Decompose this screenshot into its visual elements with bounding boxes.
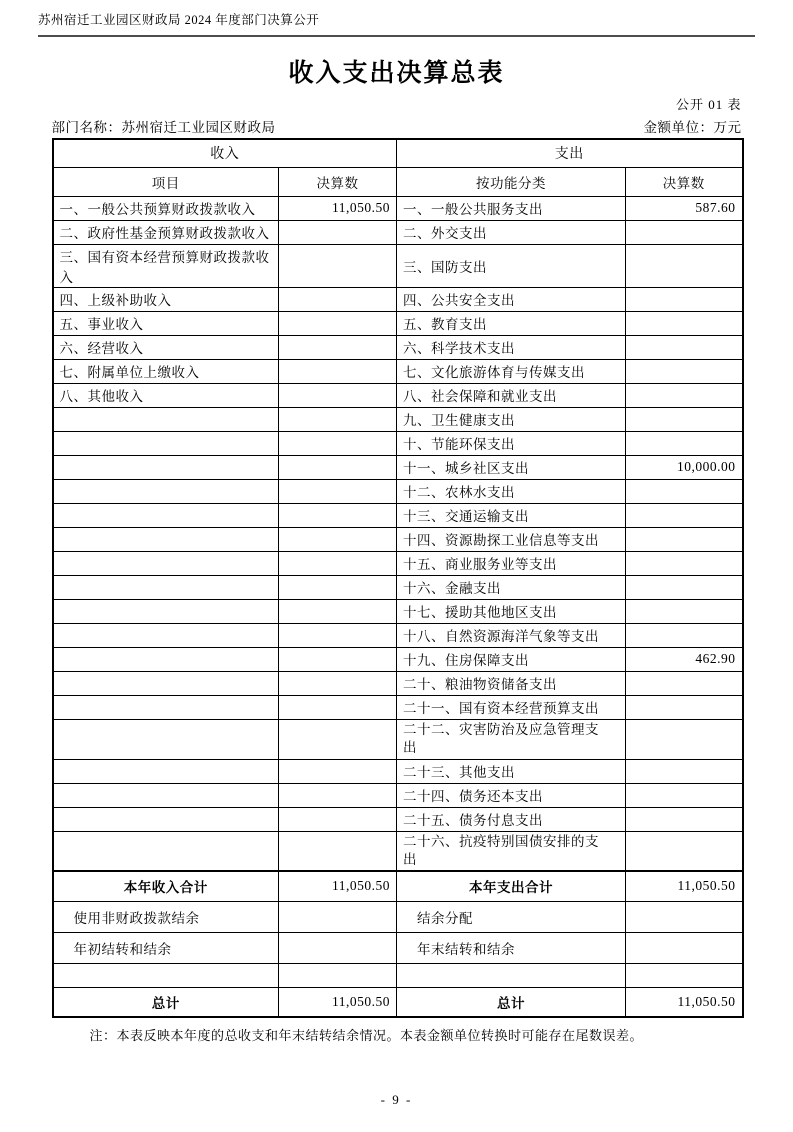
income-item-cell: 总计 [53, 987, 279, 1017]
table-row [53, 311, 743, 335]
expense-amount-cell [626, 431, 743, 455]
income-item-cell [53, 963, 279, 987]
income-item-cell: 五、事业收入 [53, 311, 279, 335]
expense-item-cell: 二十、粮油物资储备支出 [397, 671, 626, 695]
expense-item-cell: 十八、自然资源海洋气象等支出 [397, 623, 626, 647]
income-item-cell [53, 695, 279, 719]
expense-amount-cell [626, 671, 743, 695]
table-row [53, 783, 743, 807]
income-item-cell: 八、其他收入 [53, 383, 279, 407]
expense-item-cell: 十一、城乡社区支出 [397, 455, 626, 479]
expense-item-cell: 二十四、债务还本支出 [397, 783, 626, 807]
income-amount-cell [279, 455, 397, 479]
table-row [53, 987, 743, 1017]
income-item-cell [53, 527, 279, 551]
expense-item-cell: 四、公共安全支出 [397, 287, 626, 311]
expense-item-cell: 八、社会保障和就业支出 [397, 383, 626, 407]
expense-amount-cell [626, 759, 743, 783]
table-row [53, 431, 743, 455]
income-item-cell [53, 759, 279, 783]
table-row [53, 359, 743, 383]
income-amount-cell [279, 623, 397, 647]
income-amount-cell [279, 551, 397, 575]
expense-item-cell: 年末结转和结余 [397, 932, 626, 963]
expense-amount-cell [626, 359, 743, 383]
table-row [53, 551, 743, 575]
expense-amount-cell: 587.60 [626, 196, 743, 220]
expense-item-cell: 九、卫生健康支出 [397, 407, 626, 431]
income-amount-cell [279, 647, 397, 671]
income-item-cell: 三、国有资本经营预算财政拨款收入 [53, 244, 279, 287]
income-amount-cell [279, 671, 397, 695]
income-item-cell: 六、经营收入 [53, 335, 279, 359]
expense-item-cell: 七、文化旅游体育与传媒支出 [397, 359, 626, 383]
income-amount-cell [279, 831, 397, 871]
income-item-cell [53, 647, 279, 671]
table-row [53, 455, 743, 479]
table-row [53, 527, 743, 551]
expense-amount-cell [626, 220, 743, 244]
amount-unit: 金额单位：万元 [643, 120, 742, 135]
column-header-row [53, 167, 743, 196]
table-row [53, 244, 743, 287]
table-row [53, 287, 743, 311]
expense-item-cell: 总计 [397, 987, 626, 1017]
income-item-cell: 一、一般公共预算财政拨款收入 [53, 196, 279, 220]
expense-item-cell: 五、教育支出 [397, 311, 626, 335]
table-row [53, 807, 743, 831]
expense-item-cell: 十、节能环保支出 [397, 431, 626, 455]
table-row [53, 871, 743, 901]
income-item-cell [53, 575, 279, 599]
col-header-income-amount: 决算数 [279, 167, 397, 196]
col-header-expense-amount: 决算数 [626, 167, 743, 196]
income-amount-cell [279, 719, 397, 759]
expense-item-cell: 二、外交支出 [397, 220, 626, 244]
expense-item-cell [397, 963, 626, 987]
income-item-cell [53, 503, 279, 527]
income-item-cell [53, 783, 279, 807]
income-amount-cell [279, 220, 397, 244]
expense-item-cell: 六、科学技术支出 [397, 335, 626, 359]
income-item-cell [53, 431, 279, 455]
income-item-cell [53, 807, 279, 831]
table-row [53, 759, 743, 783]
expense-item-cell: 二十二、灾害防治及应急管理支出 [397, 719, 626, 759]
income-amount-cell [279, 335, 397, 359]
section-header-row [53, 139, 743, 167]
expense-item-cell: 本年支出合计 [397, 871, 626, 901]
expense-amount-cell [626, 311, 743, 335]
income-amount-cell [279, 407, 397, 431]
expense-amount-cell [626, 551, 743, 575]
income-amount-cell [279, 807, 397, 831]
expense-amount-cell [626, 383, 743, 407]
income-amount-cell [279, 932, 397, 963]
expense-amount-cell [626, 503, 743, 527]
table-row [53, 719, 743, 759]
expense-amount-cell [626, 901, 743, 932]
income-amount-cell [279, 527, 397, 551]
income-item-cell [53, 671, 279, 695]
table-note: 注：本表反映本年度的总收支和年末结转结余情况。本表金额单位转换时可能存在尾数误差。 [89, 1028, 644, 1043]
income-amount-cell [279, 244, 397, 287]
expense-item-cell: 三、国防支出 [397, 244, 626, 287]
income-amount-cell: 11,050.50 [279, 871, 397, 901]
col-header-income-item: 项目 [53, 167, 279, 196]
expense-amount-cell [626, 932, 743, 963]
income-item-cell: 年初结转和结余 [53, 932, 279, 963]
expense-item-cell: 二十五、债务付息支出 [397, 807, 626, 831]
expense-item-cell: 十五、商业服务业等支出 [397, 551, 626, 575]
col-header-expense-item: 按功能分类 [397, 167, 626, 196]
table-row [53, 623, 743, 647]
table-row [53, 901, 743, 932]
expense-amount-cell [626, 831, 743, 871]
page-number: - 9 - [380, 1092, 413, 1107]
expense-amount-cell [626, 783, 743, 807]
income-amount-cell: 11,050.50 [279, 196, 397, 220]
expense-item-cell: 十九、住房保障支出 [397, 647, 626, 671]
income-item-cell [53, 551, 279, 575]
expense-amount-cell: 462.90 [626, 647, 743, 671]
income-amount-cell [279, 963, 397, 987]
expense-amount-cell [626, 719, 743, 759]
income-amount-cell [279, 695, 397, 719]
expense-item-cell: 十四、资源勘探工业信息等支出 [397, 527, 626, 551]
table-row [53, 647, 743, 671]
table-row [53, 599, 743, 623]
income-amount-cell [279, 479, 397, 503]
income-item-cell [53, 479, 279, 503]
table-row [53, 575, 743, 599]
table-row [53, 479, 743, 503]
table-row [53, 831, 743, 871]
expense-amount-cell: 10,000.00 [626, 455, 743, 479]
expense-amount-cell: 11,050.50 [626, 987, 743, 1017]
summary-table [52, 138, 744, 1018]
expense-amount-cell [626, 623, 743, 647]
expense-amount-cell [626, 807, 743, 831]
income-item-cell [53, 407, 279, 431]
expense-item-cell: 十七、援助其他地区支出 [397, 599, 626, 623]
income-section-header: 收入 [53, 139, 397, 167]
income-item-cell [53, 719, 279, 759]
table-row [53, 671, 743, 695]
income-amount-cell [279, 783, 397, 807]
page-title: 收入支出决算总表 [288, 60, 505, 87]
expense-item-cell: 结余分配 [397, 901, 626, 932]
expense-amount-cell [626, 244, 743, 287]
meta-row [52, 116, 742, 136]
income-amount-cell [279, 287, 397, 311]
income-item-cell: 二、政府性基金预算财政拨款收入 [53, 220, 279, 244]
income-item-cell [53, 831, 279, 871]
expense-amount-cell [626, 527, 743, 551]
income-amount-cell [279, 599, 397, 623]
expense-amount-cell [626, 479, 743, 503]
expense-amount-cell [626, 287, 743, 311]
income-item-cell: 七、附属单位上缴收入 [53, 359, 279, 383]
table-row [53, 196, 743, 220]
table-row [53, 383, 743, 407]
doc-header: 苏州宿迁工业园区财政局 2024 年度部门决算公开 [38, 10, 755, 37]
expense-amount-cell [626, 963, 743, 987]
expense-item-cell: 二十一、国有资本经营预算支出 [397, 695, 626, 719]
expense-item-cell: 十六、金融支出 [397, 575, 626, 599]
income-item-cell [53, 455, 279, 479]
expense-item-cell: 十三、交通运输支出 [397, 503, 626, 527]
income-amount-cell [279, 759, 397, 783]
income-amount-cell [279, 575, 397, 599]
table-row [53, 932, 743, 963]
income-amount-cell [279, 901, 397, 932]
table-code: 公开 01 表 [675, 97, 742, 112]
income-item-cell: 四、上级补助收入 [53, 287, 279, 311]
income-item-cell [53, 623, 279, 647]
income-amount-cell [279, 359, 397, 383]
income-amount-cell: 11,050.50 [279, 987, 397, 1017]
table-row [53, 335, 743, 359]
table-row [53, 503, 743, 527]
expense-section-header: 支出 [397, 139, 743, 167]
expense-amount-cell [626, 599, 743, 623]
expense-item-cell: 一、一般公共服务支出 [397, 196, 626, 220]
table-row [53, 963, 743, 987]
expense-amount-cell [626, 575, 743, 599]
income-amount-cell [279, 431, 397, 455]
table-row [53, 695, 743, 719]
table-row [53, 220, 743, 244]
expense-amount-cell: 11,050.50 [626, 871, 743, 901]
expense-item-cell: 十二、农林水支出 [397, 479, 626, 503]
income-item-cell [53, 599, 279, 623]
income-item-cell: 使用非财政拨款结余 [53, 901, 279, 932]
expense-item-cell: 二十三、其他支出 [397, 759, 626, 783]
income-amount-cell [279, 503, 397, 527]
income-item-cell: 本年收入合计 [53, 871, 279, 901]
department-name: 部门名称：苏州宿迁工业园区财政局 [51, 120, 276, 135]
table-body [53, 196, 743, 1017]
expense-amount-cell [626, 407, 743, 431]
income-amount-cell [279, 383, 397, 407]
expense-item-cell: 二十六、抗疫特别国债安排的支出 [397, 831, 626, 871]
expense-amount-cell [626, 695, 743, 719]
expense-amount-cell [626, 335, 743, 359]
table-row [53, 407, 743, 431]
income-amount-cell [279, 311, 397, 335]
